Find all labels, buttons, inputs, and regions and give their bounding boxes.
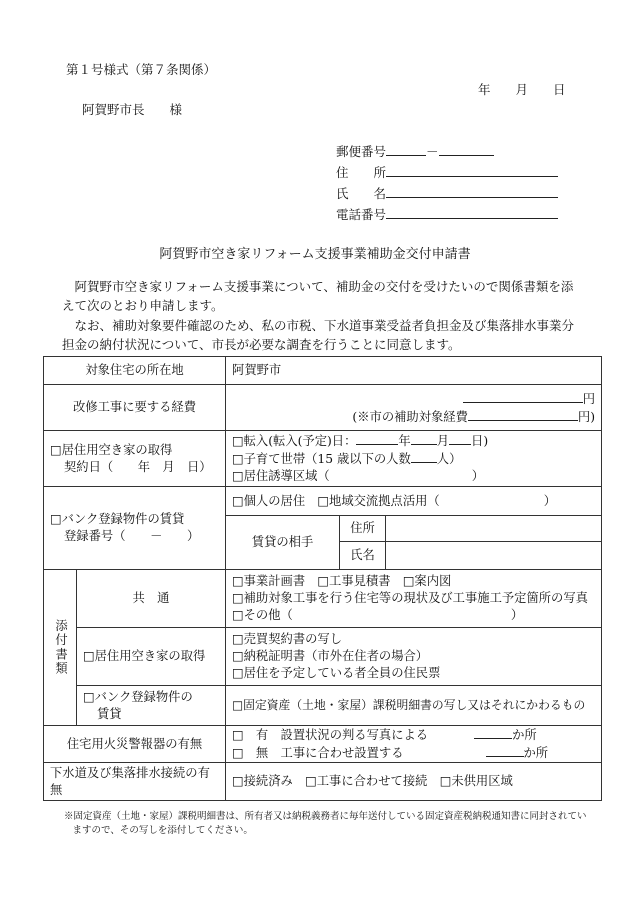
phone-row bbox=[336, 205, 558, 223]
attach-acq-options bbox=[226, 628, 602, 686]
date-field: 年 月 日 bbox=[478, 82, 566, 97]
row-location bbox=[44, 357, 602, 385]
day-label: 日) bbox=[471, 434, 489, 448]
postal-field-2[interactable] bbox=[439, 143, 494, 156]
residence-zone-option[interactable] bbox=[232, 468, 595, 485]
location-value[interactable]: 阿賀野市 bbox=[226, 357, 602, 385]
year-label: 年 bbox=[398, 434, 411, 448]
attach-common-1[interactable]: □事業計画書 □工事見積書 □案内図 bbox=[232, 574, 452, 588]
row-attach-bank bbox=[44, 686, 602, 726]
bank-usage-options[interactable] bbox=[226, 487, 602, 516]
postal-row bbox=[336, 142, 494, 160]
attach-acq-1[interactable]: □売買契約書の写し bbox=[232, 632, 343, 646]
addressee: 阿賀野市長 様 bbox=[82, 102, 183, 117]
subsidy-cost-unit: 円) bbox=[577, 409, 596, 424]
fire-alarm-no[interactable] bbox=[232, 744, 595, 762]
fire-alarm-options bbox=[226, 726, 602, 763]
fire-alarm-yes[interactable] bbox=[232, 726, 595, 744]
row-sewer bbox=[44, 763, 602, 801]
phone-field[interactable] bbox=[386, 206, 558, 219]
zone-close: ） bbox=[471, 469, 485, 483]
acquisition-label[interactable] bbox=[44, 431, 226, 487]
tenant-partner-label: 賃貸の相手 bbox=[226, 516, 340, 570]
attach-acq-label: □居住用空き家の取得 bbox=[77, 628, 226, 686]
zone-label: □居住誘導区域（ bbox=[232, 469, 330, 483]
partner-address-field[interactable] bbox=[386, 516, 602, 542]
bank-checkbox: □バンク登録物件の賃貸 bbox=[50, 512, 185, 526]
row-cost bbox=[44, 385, 602, 431]
row-bank-1 bbox=[44, 487, 602, 516]
phone-label: 電話番号 bbox=[336, 207, 387, 222]
attach-acq-2[interactable]: □納税証明書（市外在住者の場合） bbox=[232, 649, 429, 663]
move-in-option[interactable] bbox=[232, 432, 595, 450]
attach-acq-3[interactable]: □居住を予定している者全員の住民票 bbox=[232, 666, 441, 680]
row-attach-common bbox=[44, 570, 602, 628]
address-field[interactable] bbox=[386, 164, 558, 177]
sewer-options[interactable]: □接続済み □工事に合わせて接続 □未供用区域 bbox=[226, 763, 602, 801]
row-acquisition bbox=[44, 431, 602, 487]
name-label: 氏 名 bbox=[336, 186, 387, 201]
usage-label: □個人の居住 □地域交流拠点活用（ bbox=[232, 493, 440, 508]
persons-unit: 人） bbox=[436, 452, 462, 466]
row-fire-alarm bbox=[44, 726, 602, 763]
cost-label: 改修工事に要する経費 bbox=[44, 385, 226, 431]
postal-label: 郵便番号 bbox=[336, 144, 387, 159]
other-close: ） bbox=[510, 608, 524, 622]
childcare-label: □子育て世帯（15 歳以下の人数 bbox=[232, 452, 411, 466]
location-label: 対象住宅の所在地 bbox=[44, 357, 226, 385]
registration-number: 登録番号（ － ） bbox=[64, 529, 200, 543]
fire-no-label: □ 無 工事に合わせ設置する bbox=[232, 746, 404, 760]
partner-name-field[interactable] bbox=[386, 542, 602, 570]
bank-label[interactable] bbox=[44, 487, 226, 570]
attach-bank-1[interactable]: □固定資産（土地・家屋）課税明細書の写し又はそれにかわるもの bbox=[226, 686, 602, 726]
sewer-label: 下水道及び集落排水接続の有無 bbox=[44, 763, 226, 801]
subsidy-cost-label: (※市の補助対象経費 bbox=[352, 409, 468, 424]
attach-bank-label-1: □バンク登録物件の bbox=[83, 689, 193, 704]
partner-address-label: 住所 bbox=[340, 516, 386, 542]
row-attach-acq bbox=[44, 628, 602, 686]
address-label: 住 所 bbox=[336, 165, 387, 180]
postal-field-1[interactable] bbox=[386, 143, 426, 156]
name-row bbox=[336, 184, 558, 202]
address-row bbox=[336, 163, 558, 181]
attach-common-2[interactable]: □補助対象工事を行う住宅等の現状及び工事施工予定箇所の写真 bbox=[232, 591, 588, 605]
fire-yes-label: □ 有 設置状況の判る写真による bbox=[232, 728, 429, 742]
footnote: ※固定資産（土地・家屋）課税明細書は、所有者又は納税義務者に毎年送付している固定資産税納税通知書に同封されていますので、その写しを添付してください。 bbox=[64, 811, 587, 836]
attach-common-options bbox=[226, 570, 602, 628]
attach-common-3[interactable] bbox=[232, 607, 595, 624]
form-number: 第１号様式（第７条関係） bbox=[66, 62, 217, 77]
name-field[interactable] bbox=[386, 185, 558, 198]
body-paragraph-1: 阿賀野市空き家リフォーム支援事業について、補助金の交付を受けたいので関係書類を添えて次のとおり申請します。 bbox=[62, 279, 574, 313]
childcare-option[interactable] bbox=[232, 450, 595, 468]
move-in-label: □転入(転入(予定)日： bbox=[232, 434, 357, 448]
acquisition-options bbox=[226, 431, 602, 487]
attachments-label: 添付書類 bbox=[44, 570, 77, 726]
attach-common-label: 共 通 bbox=[77, 570, 226, 628]
body-paragraph-2: なお、補助対象要件確認のため、私の市税、下水道事業受益者負担金及び集落排水事業分担金の納付状況について、市長が必要な調査を行うことに同意します。 bbox=[62, 318, 575, 352]
fire-alarm-label: 住宅用火災警報器の有無 bbox=[44, 726, 226, 763]
month-label: 月 bbox=[436, 434, 450, 448]
acquisition-checkbox: □居住用空き家の取得 bbox=[50, 442, 173, 457]
usage-close: ） bbox=[543, 493, 557, 508]
partner-name-label: 氏名 bbox=[340, 542, 386, 570]
attach-bank-label-2: 賃貸 bbox=[97, 706, 122, 721]
document-title: 阿賀野市空き家リフォーム支援事業補助金交付申請書 bbox=[159, 247, 471, 262]
yen-unit: 円 bbox=[582, 391, 596, 406]
application-table bbox=[43, 356, 602, 801]
other-label: □その他（ bbox=[232, 608, 293, 622]
cost-value[interactable] bbox=[226, 385, 602, 431]
postal-separator: － bbox=[426, 144, 439, 159]
contract-date: 契約日（ 年 月 日） bbox=[64, 459, 212, 474]
fire-no-unit: か所 bbox=[523, 746, 549, 760]
fire-yes-unit: か所 bbox=[512, 728, 537, 742]
attach-bank-label bbox=[77, 686, 226, 726]
